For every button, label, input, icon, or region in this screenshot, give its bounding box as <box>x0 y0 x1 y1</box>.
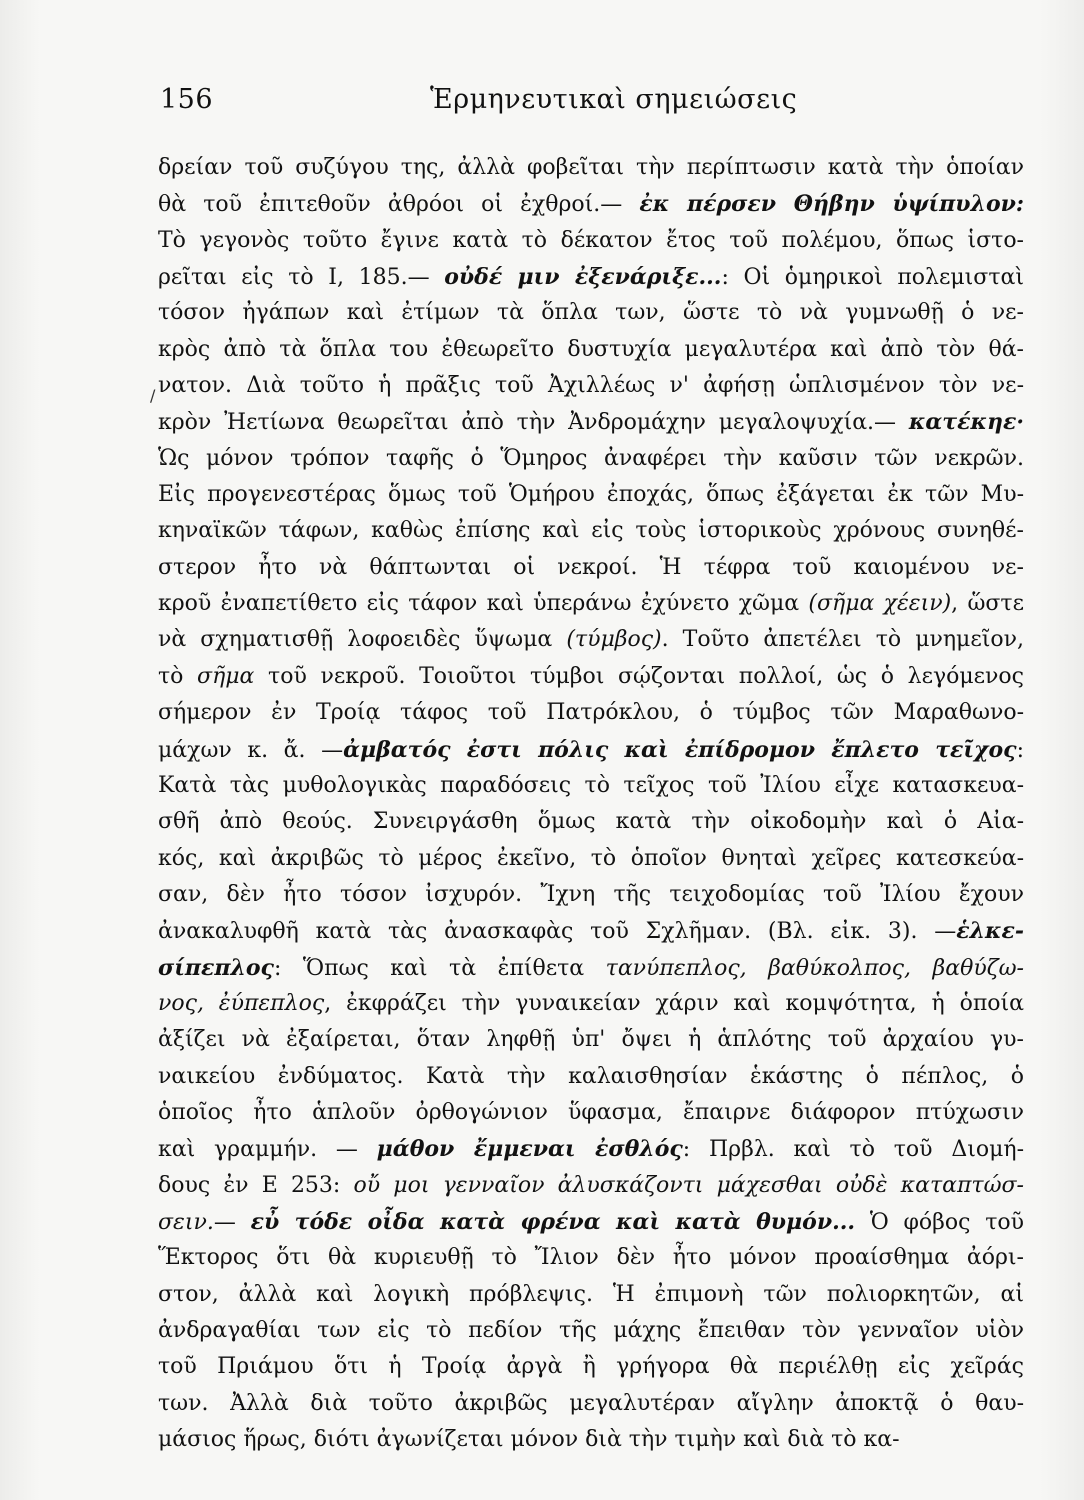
text-run: κηναϊκῶν τάφων, καθὼς ἐπίσης καὶ εἰς τοὺς ἱστορικοὺς χρόνους συνηθέ- <box>158 518 1024 544</box>
lemma-phrase: ἀμβατός ἐστι πόλις καὶ ἐπίδρομον ἔπλετο τεῖχος <box>343 736 1017 763</box>
text-run: , ὥστε <box>951 591 1024 617</box>
text-run: δους ἐν Ε 253: <box>158 1172 354 1198</box>
lemma-phrase: κατέκηε· <box>908 409 1024 436</box>
text-line <box>158 550 1024 586</box>
text-line <box>158 404 1024 440</box>
text-line <box>158 1277 1024 1313</box>
text-run: : Οἱ ὁμηρικοὶ πολεμισταὶ <box>721 265 1024 291</box>
text-line <box>158 259 1024 295</box>
text-run: θὰ τοῦ ἐπιτεθοῦν ἀθρόοι οἱ ἐχθροί.— <box>158 192 640 218</box>
italic-phrase: σῆμα <box>197 663 255 689</box>
margin-mark: / <box>150 386 156 405</box>
text-run: . Τοῦτο ἀπετέλει τὸ μνημεῖον, <box>661 627 1024 653</box>
text-run: Τὸ γεγονὸς τοῦτο ἔγινε κατὰ τὸ δέκατον ἔτος τοῦ πολέμου, ὅπως ἱστο- <box>158 227 1024 253</box>
text-run: τοῦ Πριάμου ὅτι ἡ Τροίᾳ ἀργὰ ἢ γρήγορα θὰ περιέλθῃ εἰς χεῖράς <box>158 1354 1024 1380</box>
text-line <box>158 950 1024 986</box>
text-run: τὸ <box>158 663 198 689</box>
text-line <box>158 622 1024 658</box>
body-text <box>158 150 1024 1458</box>
text-run: Κατὰ τὰς μυθολογικὰς παραδόσεις τὸ τεῖχος τοῦ Ἰλίου εἶχε κατασκευα- <box>158 772 1024 798</box>
text-run: κρὸς ἀπὸ τὰ ὅπλα του ἐθεωρεῖτο δυστυχία μεγαλυτέρα καὶ ἀπὸ τὸν θά- <box>158 336 1024 362</box>
text-line <box>158 1059 1024 1095</box>
text-run: , ἐκφράζει τὴν γυναικείαν χάριν καὶ κομψότητα, ἡ ὁποία <box>324 990 1024 1016</box>
italic-phrase: νος, ἐύπεπλος <box>158 990 325 1016</box>
lemma-phrase: μάθον ἔμμεναι ἐσθλός <box>376 1136 683 1163</box>
text-run: νατον. Διὰ τοῦτο ἡ πρᾶξις τοῦ Ἀχιλλέως ν' ἀφήσῃ ὡπλισμένον τὸν νε- <box>158 373 1024 399</box>
text-run: σήμερον ἐν Τροίᾳ τάφος τοῦ Πατρόκλου, ὁ τύμβος τῶν Μαραθωνο- <box>158 700 1024 726</box>
text-line <box>158 841 1024 877</box>
text-run: κρὸν Ἠετίωνα θεωρεῖται ἀπὸ τὴν Ἀνδρομάχην μεγαλοψυχία.— <box>158 410 909 436</box>
text-run: στερον ἦτο νὰ θάπτωνται οἱ νεκροί. Ἡ τέφρα τοῦ καιομένου νε- <box>158 554 1024 580</box>
text-run: μάσιος ἥρως, διότι ἀγωνίζεται μόνον διὰ τὴν τιμὴν καὶ διὰ τὸ κα- <box>158 1427 900 1453</box>
text-run: κός, καὶ ἀκριβῶς τὸ μέρος ἐκεῖνο, τὸ ὁποῖον θνηταὶ χεῖρες κατεσκεύα- <box>158 845 1024 871</box>
text-line <box>158 695 1024 731</box>
lemma-phrase: οὐδέ μιν ἐξενάριξε... <box>444 264 722 291</box>
text-run: ἀξίζει νὰ ἐξαίρεται, ὅταν ληφθῇ ὑπ' ὄψει ἡ ἁπλότης τοῦ ἀρχαίου γυ- <box>158 1027 1024 1053</box>
lemma-phrase: ἐκ πέρσεν Θήβην ὑψίπυλον: <box>639 191 1024 218</box>
page-number: 156 <box>160 84 214 115</box>
text-run: μάχων κ. ἄ. — <box>158 737 344 763</box>
italic-phrase: σειν. <box>158 1209 214 1235</box>
text-line <box>158 1349 1024 1385</box>
text-line <box>158 1204 1024 1240</box>
running-head: Ἑρμηνευτικαὶ σημειώσεις <box>430 84 798 115</box>
text-line <box>158 1131 1024 1167</box>
text-line <box>158 804 1024 840</box>
text-run: καὶ γραμμήν. — <box>158 1137 377 1163</box>
page-header <box>160 84 1020 128</box>
text-run: ἀνδραγαθίαι των εἰς τὸ πεδίον τῆς μάχης ἔπειθαν τὸν γενναῖον υἱὸν <box>158 1318 1024 1343</box>
text-run: τοῦ νεκροῦ. Τοιοῦτοι τύμβοι σῴζονται πολλοί, ὡς ὁ λεγόμενος <box>254 663 1024 689</box>
text-run: Ὡς μόνον τρόπον ταφῆς ὁ Ὅμηρος ἀναφέρει τὴν καῦσιν τῶν νεκρῶν. <box>158 445 1024 471</box>
text-line <box>158 1313 1024 1349</box>
text-run: ρεῖται εἰς τὸ Ι, 185.— <box>158 265 445 291</box>
text-line <box>158 332 1024 368</box>
text-line <box>158 1095 1024 1131</box>
text-run: ναικείου ἐνδύματος. Κατὰ τὴν καλαισθησίαν ἑκάστης ὁ πέπλος, ὁ <box>158 1063 1024 1089</box>
text-line <box>158 150 1024 186</box>
text-run: Ἕκτορος ὅτι θὰ κυριευθῇ τὸ Ἴλιον δὲν ἦτο μόνον προαίσθημα ἀόρι- <box>158 1245 1024 1271</box>
italic-phrase: τανύπεπλος, βαθύκολπος, βαθύζω- <box>605 955 1024 981</box>
text-run: στον, ἀλλὰ καὶ λογικὴ πρόβλεψις. Ἡ ἐπιμονὴ τῶν πολιορκητῶν, αἱ <box>158 1281 1024 1307</box>
text-line <box>158 732 1024 768</box>
text-line <box>158 441 1024 477</box>
text-run: : Ὅπως καὶ τὰ ἐπίθετα <box>273 955 606 981</box>
text-line <box>158 368 1024 404</box>
lemma-phrase: εὖ τόδε οἶδα κατὰ φρένα καὶ κατὰ θυμόν... <box>250 1208 856 1235</box>
text-line <box>158 513 1024 549</box>
text-line <box>158 913 1024 949</box>
text-run: των. Ἀλλὰ διὰ τοῦτο ἀκριβῶς μεγαλυτέραν αἴγλην ἀποκτᾷ ὁ θαυ- <box>158 1390 1024 1416</box>
text-run: : Πρβλ. καὶ τὸ τοῦ Διομή- <box>682 1137 1024 1163</box>
text-run: : <box>1016 737 1024 763</box>
text-line <box>158 1386 1024 1422</box>
text-line <box>158 877 1024 913</box>
text-run: — <box>213 1209 251 1235</box>
text-line <box>158 659 1024 695</box>
text-line <box>158 1022 1024 1058</box>
text-line <box>158 223 1024 259</box>
text-run: τόσον ἠγάπων καὶ ἐτίμων τὰ ὅπλα των, ὥστε τὸ νὰ γυμνωθῇ ὁ νε- <box>158 300 1024 326</box>
text-run: ἀνακαλυφθῆ κατὰ τὰς ἀνασκαφὰς τοῦ Σχλῆμαν. (Βλ. εἰκ. 3). — <box>158 919 957 945</box>
text-line <box>158 986 1024 1022</box>
text-line <box>158 186 1024 222</box>
text-run: Ὁ φόβος τοῦ <box>855 1209 1024 1235</box>
text-line <box>158 1168 1024 1204</box>
lemma-phrase: σίπεπλος <box>158 954 274 981</box>
text-run: ὁποῖος ἦτο ἁπλοῦν ὀρθογώνιον ὕφασμα, ἔπαιρνε διάφορον πτύχωσιν <box>158 1099 1024 1125</box>
text-run: δρείαν τοῦ συζύγου της, ἀλλὰ φοβεῖται τὴν περίπτωσιν κατὰ τὴν ὁποίαν <box>158 155 1024 180</box>
text-line <box>158 768 1024 804</box>
text-run: Εἰς προγενεστέρας ὅμως τοῦ Ὁμήρου ἐποχάς, ὅπως ἐξάγεται ἐκ τῶν Μυ- <box>158 482 1024 508</box>
text-run: κροῦ ἐναπετίθετο εἰς τάφον καὶ ὑπεράνω ἐχύνετο χῶμα <box>158 591 809 617</box>
italic-phrase: (σῆμα χέειν) <box>808 591 952 617</box>
text-run: σαν, δὲν ἦτο τόσον ἰσχυρόν. Ἴχνη τῆς τειχοδομίας τοῦ Ἰλίου ἔχουν <box>158 881 1024 907</box>
text-line <box>158 1422 1024 1458</box>
text-line <box>158 477 1024 513</box>
italic-phrase: οὔ μοι γενναῖον ἀλυσκάζοντι μάχεσθαι οὐδὲ καταπτώσ- <box>353 1172 1024 1198</box>
text-line <box>158 586 1024 622</box>
italic-phrase: (τύμβος) <box>566 627 662 653</box>
text-line <box>158 295 1024 331</box>
lemma-phrase: ἑλκε- <box>956 918 1024 945</box>
text-run: νὰ σχηματισθῇ λοφοειδὲς ὕψωμα <box>158 627 567 653</box>
text-run: σθῆ ἀπὸ θεούς. Συνειργάσθη ὅμως κατὰ τὴν οἰκοδομὴν καὶ ὁ Αἰα- <box>158 809 1024 835</box>
text-line <box>158 1240 1024 1276</box>
